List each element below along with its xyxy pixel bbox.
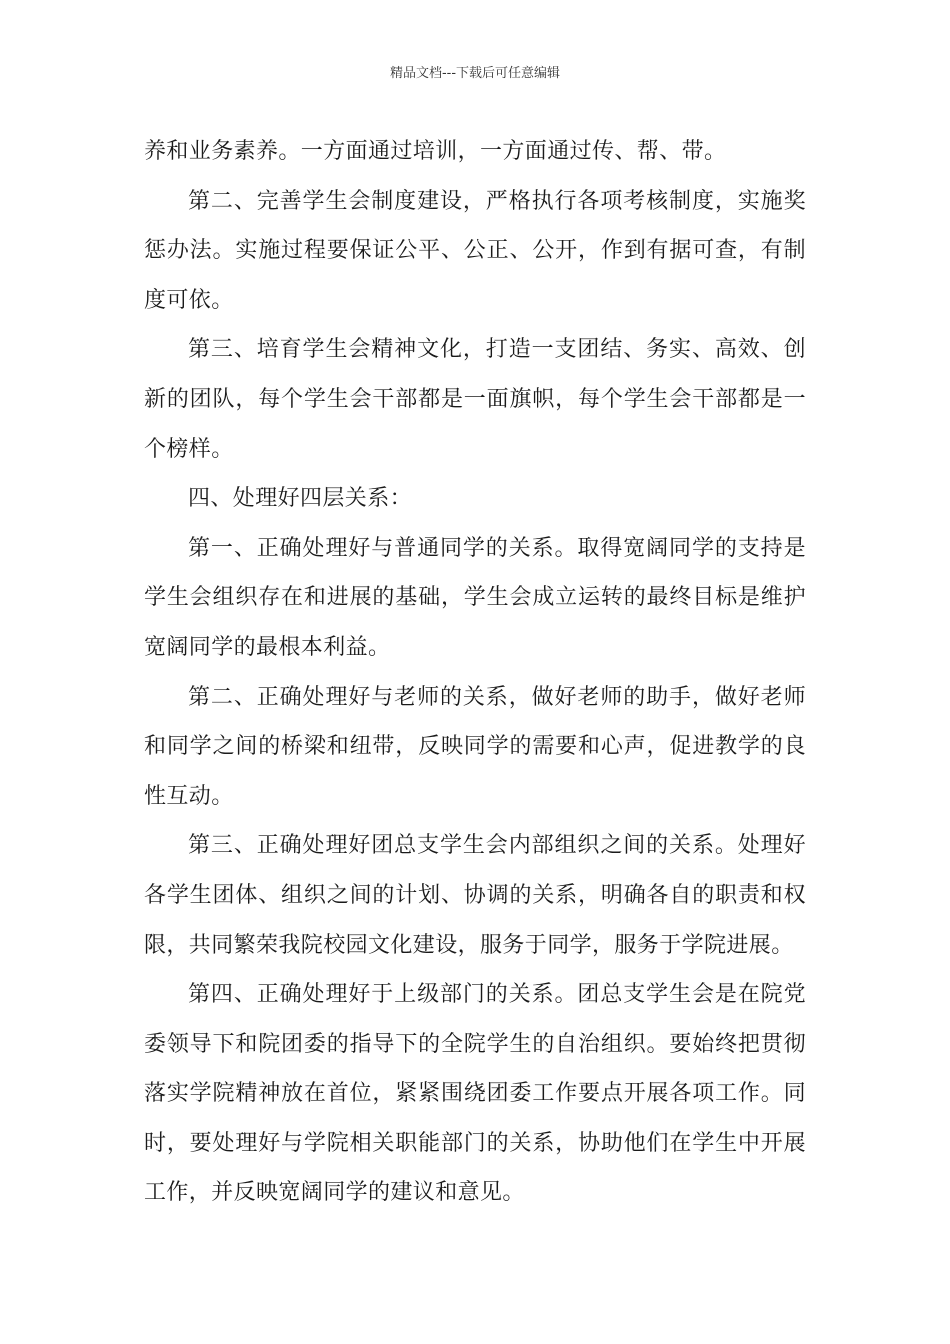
paragraph: 养和业务素养。一方面通过培训，一方面通过传、帮、带。: [144, 139, 727, 164]
section-heading: 四、处理好四层关系：: [188, 486, 413, 512]
paragraph: 第三、正确处理好团总支学生会内部组织之间的关系。处理好各学生团体、组织之间的计划、协调的关系，明确各自的职责和权限，共同繁荣我院校园文化建设，服务于同学，服务于学院进展。: [144, 833, 806, 958]
document-body: [144, 127, 806, 1218]
paragraph: 第一、正确处理好与普通同学的关系。取得宽阔同学的支持是学生会组织存在和进展的基础，学生会成立运转的最终目标是维护宽阔同学的最根本利益。: [144, 535, 806, 660]
paragraph: 第二、完善学生会制度建设，严格执行各项考核制度，实施奖惩办法。实施过程要保证公平、公正、公开，作到有据可查，有制度可依。: [144, 188, 806, 313]
paragraph: 第三、培育学生会精神文化，打造一支团结、务实、高效、创新的团队，每个学生会干部都是一面旗帜，每个学生会干部都是一个榜样。: [144, 337, 806, 462]
page-header: 精品文档---下载后可任意编辑: [389, 66, 561, 81]
paragraph: 第二、正确处理好与老师的关系，做好老师的助手，做好老师和同学之间的桥梁和纽带，反映同学的需要和心声，促进教学的良性互动。: [144, 684, 806, 809]
paragraph: 第四、正确处理好于上级部门的关系。团总支学生会是在院党委领导下和院团委的指导下的全院学生的自治组织。要始终把贯彻落实学院精神放在首位，紧紧围绕团委工作要点开展各项工作。同时，要处理好与学院相关职能部门的关系，协助他们在学生中开展工作，并反映宽阔同学的建议和意见。: [144, 982, 806, 1206]
